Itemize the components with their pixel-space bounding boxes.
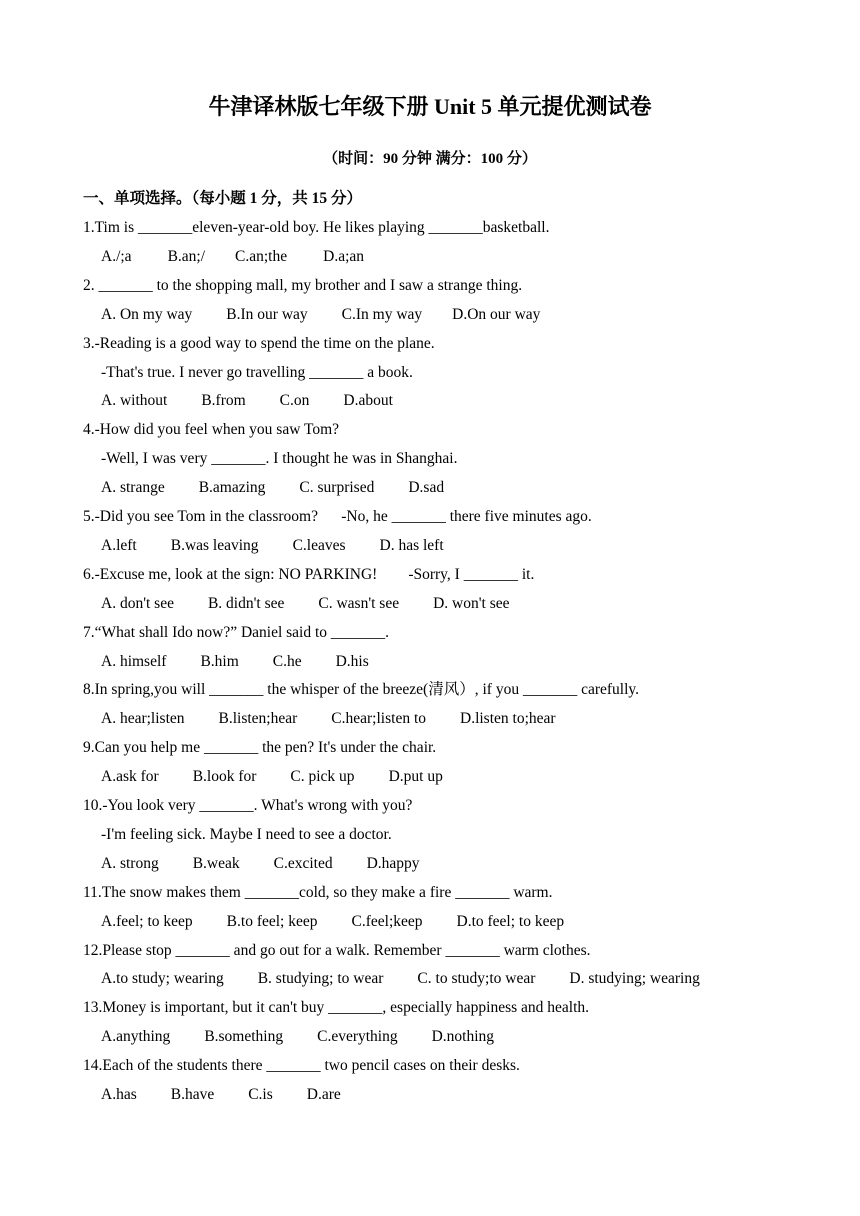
- answer-option[interactable]: B.look for: [192, 768, 257, 786]
- question-stem: 9.Can you help me _______ the pen? It's under the chair.: [83, 739, 437, 757]
- answer-option[interactable]: D.a;an: [323, 247, 365, 265]
- answer-option[interactable]: C.on: [279, 392, 310, 410]
- answer-option[interactable]: B.was leaving: [170, 536, 259, 554]
- answer-option[interactable]: B. didn't see: [207, 594, 285, 612]
- answer-option[interactable]: B.him: [200, 652, 239, 670]
- answer-option[interactable]: A.has: [101, 1086, 137, 1103]
- answer-option[interactable]: C. to study;to wear: [417, 970, 536, 988]
- answer-options: [101, 1084, 341, 1106]
- answer-options: [101, 593, 510, 615]
- answer-option[interactable]: D.about: [343, 392, 393, 410]
- answer-options: [101, 853, 420, 875]
- answer-option[interactable]: C. pick up: [290, 768, 355, 786]
- answer-option[interactable]: D.to feel; to keep: [456, 912, 565, 930]
- answer-options: [101, 968, 700, 990]
- answer-option[interactable]: B.In our way: [226, 305, 308, 323]
- answer-option[interactable]: B.listen;hear: [218, 710, 298, 728]
- exam-info: （时间：90 分钟 满分：100 分）: [323, 151, 537, 167]
- answer-option[interactable]: A. without: [101, 392, 168, 410]
- answer-option[interactable]: C. surprised: [299, 479, 375, 497]
- answer-option[interactable]: C.an;the: [235, 247, 288, 265]
- answer-option[interactable]: C.is: [248, 1086, 273, 1103]
- answer-option[interactable]: A. himself: [101, 652, 167, 670]
- answer-option[interactable]: A. strong: [101, 854, 159, 872]
- answer-option[interactable]: B.amazing: [198, 479, 266, 497]
- answer-options: [101, 766, 443, 788]
- answer-option[interactable]: B.an;/: [167, 247, 206, 265]
- answer-options: [101, 390, 393, 412]
- question-stem: 13.Money is important, but it can't buy _______, especially happiness and health.: [83, 999, 590, 1017]
- answer-options: [101, 304, 540, 326]
- answer-options: [101, 246, 364, 268]
- answer-option[interactable]: A.feel; to keep: [101, 912, 193, 930]
- page-title: 牛津译林版七年级下册 Unit 5 单元提优测试卷: [208, 94, 652, 119]
- answer-option[interactable]: D.his: [335, 652, 369, 670]
- answer-options: [101, 911, 564, 933]
- answer-option[interactable]: A./;a: [101, 247, 132, 265]
- question-stem: 10.-You look very _______. What's wrong with you?: [83, 797, 413, 814]
- answer-option[interactable]: A. On my way: [101, 305, 193, 323]
- answer-options: [101, 477, 444, 499]
- answer-options: [101, 708, 556, 730]
- question-stem: 1.Tim is _______eleven-year-old boy. He likes playing _______basketball.: [83, 219, 550, 236]
- answer-option[interactable]: C.leaves: [292, 536, 346, 554]
- answer-option[interactable]: A. hear;listen: [101, 710, 185, 728]
- question-stem: 7.“What shall Ido now?” Daniel said to _______.: [83, 623, 390, 641]
- answer-option[interactable]: C.hear;listen to: [331, 710, 426, 728]
- question-line: -That's true. I never go travelling _______ a book.: [101, 363, 413, 381]
- answer-options: [101, 1026, 494, 1048]
- section-heading: 一、单项选择。（每小题 1 分，共 15 分）: [83, 190, 363, 207]
- answer-option[interactable]: D.sad: [408, 479, 445, 497]
- question-stem: 4.-How did you feel when you saw Tom?: [83, 421, 340, 439]
- answer-option[interactable]: A. strange: [101, 479, 165, 497]
- answer-option[interactable]: C.excited: [273, 854, 333, 872]
- answer-option[interactable]: D.listen to;hear: [460, 710, 556, 728]
- answer-option[interactable]: B.from: [201, 392, 246, 410]
- answer-option[interactable]: A. don't see: [101, 594, 174, 612]
- answer-option[interactable]: A.to study; wearing: [101, 970, 224, 988]
- answer-option[interactable]: A.left: [101, 536, 137, 554]
- answer-option[interactable]: D.nothing: [431, 1028, 495, 1046]
- answer-option[interactable]: D. has left: [379, 536, 444, 554]
- question-stem: 5.-Did you see Tom in the classroom? -No, he _______ there five minutes ago.: [83, 508, 592, 525]
- question-stem: 3.-Reading is a good way to spend the time on the plane.: [83, 334, 435, 352]
- answer-option[interactable]: B.have: [170, 1086, 215, 1103]
- question-line: -Well, I was very _______. I thought he was in Shanghai.: [101, 450, 458, 468]
- answer-option[interactable]: D. won't see: [433, 594, 510, 612]
- answer-option[interactable]: D. studying; wearing: [569, 970, 700, 988]
- answer-option[interactable]: C.everything: [317, 1028, 398, 1046]
- question-stem: 12.Please stop _______ and go out for a walk. Remember _______ warm clothes.: [83, 941, 591, 959]
- answer-option[interactable]: A.ask for: [101, 768, 159, 786]
- question-line: -I'm feeling sick. Maybe I need to see a doctor.: [101, 825, 392, 843]
- question-stem: 11.The snow makes them _______cold, so they make a fire _______ warm.: [83, 883, 553, 901]
- answer-option[interactable]: D.are: [306, 1086, 341, 1103]
- answer-option[interactable]: D.happy: [366, 854, 420, 872]
- answer-option[interactable]: D.On our way: [452, 305, 541, 323]
- question-stem: 6.-Excuse me, look at the sign: NO PARKING! -Sorry, I _______ it.: [83, 565, 535, 583]
- answer-option[interactable]: D.put up: [388, 768, 443, 786]
- question-stem: 8.In spring,you will _______ the whisper of the breeze(清风）, if you _______ carefully.: [83, 681, 640, 699]
- answer-option[interactable]: C.feel;keep: [351, 912, 423, 930]
- answer-options: [101, 651, 369, 673]
- question-stem: 14.Each of the students there _______ two pencil cases on their desks.: [83, 1057, 520, 1075]
- question-stem: 2. _______ to the shopping mall, my brother and I saw a strange thing.: [83, 276, 523, 294]
- answer-option[interactable]: C.In my way: [341, 305, 423, 323]
- answer-option[interactable]: B.to feel; keep: [226, 912, 318, 930]
- answer-option[interactable]: C.he: [272, 652, 302, 670]
- answer-option[interactable]: B. studying; to wear: [257, 970, 384, 988]
- answer-option[interactable]: A.anything: [101, 1028, 171, 1046]
- answer-option[interactable]: B.something: [204, 1028, 284, 1046]
- answer-options: [101, 535, 444, 557]
- answer-option[interactable]: C. wasn't see: [318, 594, 400, 612]
- answer-option[interactable]: B.weak: [192, 854, 240, 872]
